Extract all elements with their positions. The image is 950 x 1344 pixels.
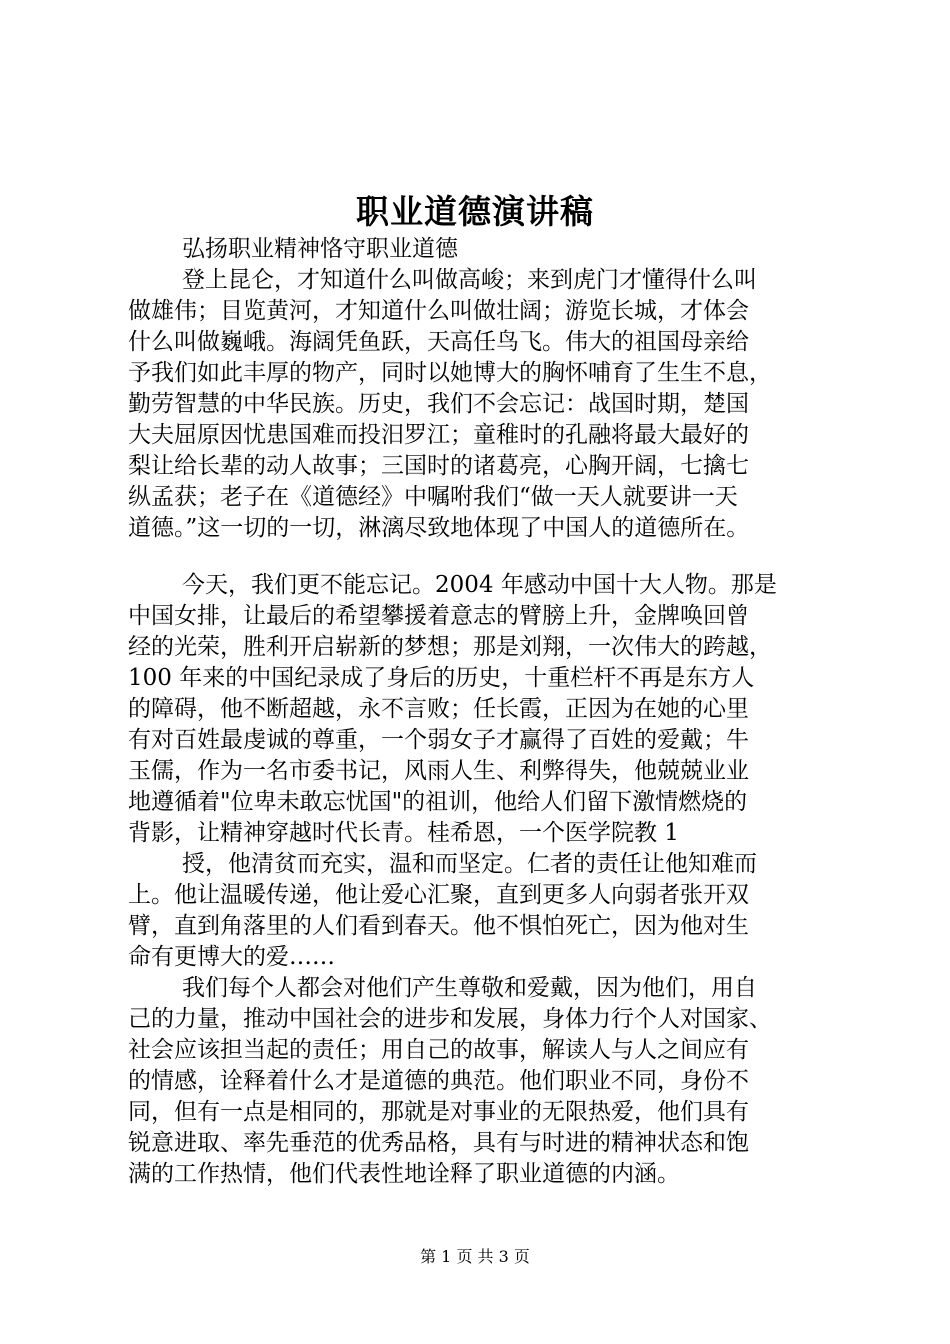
document-subtitle: 弘扬职业精神恪守职业道德 (182, 236, 458, 262)
paragraph-professor (128, 849, 828, 973)
paragraph-line: 登上昆仑，才知道什么叫做高峻；来到虎门才懂得什么叫 (182, 267, 757, 293)
paragraph-line: 的情感，诠释着什么才是道德的典范。他们职业不同，身份不 (128, 1068, 749, 1094)
paragraph-line: 上。他让温暖传递，他让爱心汇聚，直到更多人向弱者张开双 (128, 882, 749, 908)
paragraph-line: 予我们如此丰厚的物产，同时以她博大的胸怀哺育了生生不息， (128, 360, 772, 386)
paragraph-line: 大夫屈原因忧患国难而投汨罗江；童稚时的孔融将最大最好的 (128, 422, 749, 448)
page-footer: 第 1 页 共 3 页 (420, 1247, 530, 1266)
paragraph-line: 勤劳智慧的中华民族。历史，我们不会忘记：战国时期，楚国 (128, 391, 749, 417)
paragraph-line: 玉儒，作为一名市委书记，风雨人生、利弊得失，他兢兢业业 (128, 758, 749, 784)
paragraph-line: 臂，直到角落里的人们看到春天。他不惧怕死亡，因为他对生 (128, 913, 749, 939)
paragraph-line: 有对百姓最虔诚的尊重，一个弱女子才赢得了百姓的爱戴；牛 (128, 727, 749, 753)
paragraph-line: 什么叫做巍峨。海阔凭鱼跃，天高任鸟飞。伟大的祖国母亲给 (128, 329, 749, 355)
paragraph-line: 经的光荣，胜利开启崭新的梦想；那是刘翔，一次伟大的跨越， (128, 634, 772, 660)
paragraph-line: 锐意进取、率先垂范的优秀品格，具有与时进的精神状态和饱 (128, 1130, 749, 1156)
paragraph-line: 命有更博大的爱…… (128, 944, 335, 970)
page-title: 职业道德演讲稿 (356, 192, 594, 231)
paragraph-line: 做雄伟；目览黄河，才知道什么叫做壮阔；游览长城，才体会 (128, 298, 749, 324)
paragraph-line: 同，但有一点是相同的，那就是对事业的无限热爱，他们具有 (128, 1099, 749, 1125)
paragraph-role-models (128, 570, 828, 849)
paragraph-conclusion (128, 973, 828, 1190)
document-body (128, 234, 828, 1190)
paragraph-line: 道德。”这一切的一切，淋漓尽致地体现了中国人的道德所在。 (128, 515, 750, 541)
paragraph-line: 的障碍，他不断超越，永不言败；任长霞，正因为在她的心里 (128, 696, 749, 722)
paragraph-line: 100 年来的中国纪录成了身后的历史，十重栏杆不再是东方人 (128, 665, 755, 691)
paragraph-line: 梨让给长辈的动人故事；三国时的诸葛亮，心胸开阔，七擒七 (128, 453, 749, 479)
paragraph-line: 社会应该担当起的责任；用自己的故事，解读人与人之间应有 (128, 1037, 749, 1063)
paragraph-intro (128, 265, 828, 544)
paragraph-line: 中国女排，让最后的希望攀援着意志的臂膀上升，金牌唤回曾 (128, 603, 749, 629)
paragraph-line: 我们每个人都会对他们产生尊敬和爱戴，因为他们，用自 (182, 975, 757, 1001)
paragraph-line: 满的工作热情，他们代表性地诠释了职业道德的内涵。 (128, 1161, 680, 1187)
paragraph-line: 背影，让精神穿越时代长青。桂希恩，一个医学院教 1 (128, 820, 679, 846)
paragraph-spacer (128, 544, 828, 570)
paragraph-line: 纵孟获；老子在《道德经》中嘱咐我们“做一天人就要讲一天 (128, 484, 738, 510)
paragraph-line: 授，他清贫而充实，温和而坚定。仁者的责任让他知难而 (182, 851, 757, 877)
paragraph-line: 今天，我们更不能忘记。2004 年感动中国十大人物。那是 (182, 572, 777, 598)
paragraph-line: 己的力量，推动中国社会的进步和发展，身体力行个人对国家、 (128, 1006, 772, 1032)
paragraph-line: 地遵循着"位卑未敢忘忧国"的祖训，他给人们留下激情燃烧的 (128, 789, 748, 815)
